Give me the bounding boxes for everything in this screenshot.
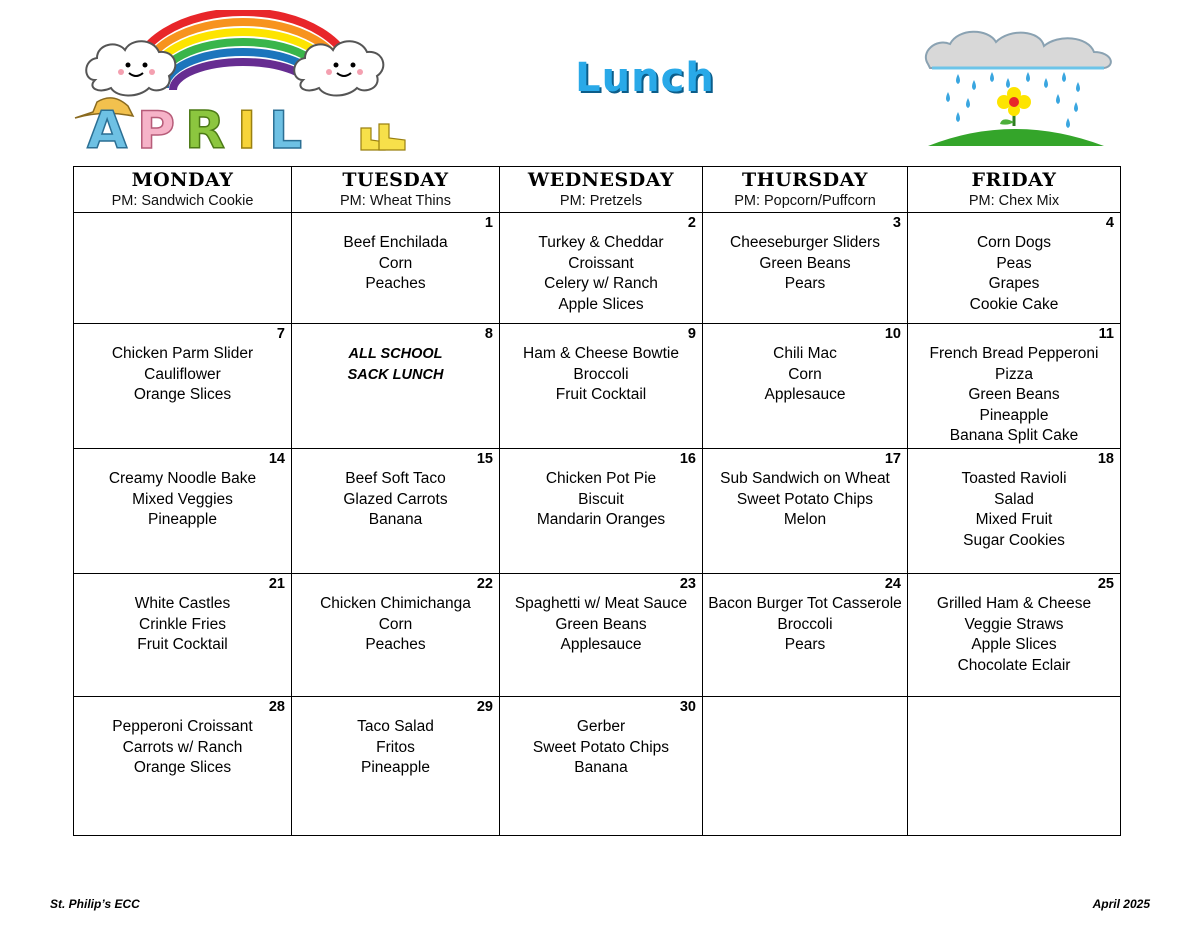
svg-text:A: A — [87, 101, 128, 155]
menu-item: Banana — [574, 759, 628, 777]
menu-item: SACK LUNCH — [347, 366, 444, 383]
menu-item: Green Beans — [968, 386, 1060, 404]
menu-item: Cookie Cake — [969, 295, 1059, 313]
menu-item: Chicken Parm Slider — [111, 345, 254, 362]
calendar-day-cell — [703, 697, 908, 836]
day-number: 3 — [892, 215, 901, 231]
day-header-thursday — [703, 167, 908, 213]
menu-items — [500, 449, 702, 531]
calendar-week-row — [74, 574, 1121, 697]
menu-item: French Bread Pepperoni — [929, 345, 1099, 362]
day-number: 25 — [1097, 576, 1114, 592]
menu-item: Glazed Carrots — [343, 490, 448, 508]
menu-item: Chili Mac — [773, 345, 837, 362]
footer-month-year: April 2025 — [1092, 897, 1150, 911]
menu-item: Crinkle Fries — [139, 615, 226, 633]
menu-item: Beef Enchilada — [343, 234, 448, 251]
menu-items — [74, 213, 291, 233]
day-name: MONDAY — [131, 169, 234, 191]
menu-items — [74, 697, 291, 779]
menu-item: Corn — [378, 615, 413, 633]
pm-snack: PM: Pretzels — [559, 193, 643, 209]
menu-item: Turkey & Cheddar — [538, 234, 664, 251]
day-number: 15 — [476, 451, 493, 467]
calendar-day-cell — [292, 449, 500, 574]
calendar-day-cell — [292, 574, 500, 697]
menu-items — [292, 324, 499, 385]
day-name: TUESDAY — [342, 169, 449, 191]
page-title: Lunch — [575, 55, 715, 101]
calendar-day-cell — [292, 697, 500, 836]
menu-item: Fritos — [376, 738, 415, 756]
calendar-day-cell — [703, 213, 908, 324]
day-number: 23 — [679, 576, 696, 592]
calendar-day-cell — [500, 324, 703, 449]
calendar-week-row — [74, 697, 1121, 836]
day-number: 24 — [884, 576, 901, 592]
april-rainbow-illustration — [73, 10, 408, 155]
day-number: 21 — [268, 576, 285, 592]
smiling-cloud-right-icon — [294, 41, 383, 95]
calendar-day-cell — [908, 449, 1121, 574]
rain-cloud-flower-illustration — [918, 22, 1116, 147]
menu-items — [292, 449, 499, 531]
menu-item: Peaches — [365, 275, 426, 293]
calendar-day-cell — [908, 213, 1121, 324]
menu-item: Chocolate Eclair — [957, 656, 1071, 674]
menu-item: Melon — [783, 511, 827, 529]
day-number: 16 — [679, 451, 696, 467]
menu-items — [500, 574, 702, 656]
calendar-week-row — [74, 213, 1121, 324]
menu-items — [908, 449, 1120, 551]
menu-item: Mixed Veggies — [132, 490, 233, 508]
day-number: 7 — [276, 326, 285, 342]
menu-item: Beef Soft Taco — [345, 470, 446, 487]
calendar-day-cell — [500, 213, 703, 324]
menu-item: Carrots w/ Ranch — [122, 738, 243, 756]
calendar-day-cell — [703, 324, 908, 449]
menu-items — [500, 324, 702, 406]
calendar-day-cell — [74, 697, 292, 836]
menu-item: Orange Slices — [133, 386, 232, 404]
svg-text:L: L — [269, 101, 303, 155]
menu-item: Pears — [784, 275, 826, 293]
menu-item: Banana — [368, 511, 423, 529]
menu-item: Broccoli — [777, 615, 833, 633]
calendar-day-cell — [74, 324, 292, 449]
menu-item: Fruit Cocktail — [137, 636, 228, 654]
menu-item: Corn Dogs — [976, 234, 1052, 251]
menu-item: Toasted Ravioli — [961, 470, 1067, 487]
menu-item: Cauliflower — [144, 365, 221, 383]
menu-item: Sub Sandwich on Wheat — [720, 470, 890, 487]
day-header-wednesday — [500, 167, 703, 213]
menu-item: Banana Split Cake — [949, 427, 1079, 445]
menu-item: Grilled Ham & Cheese — [936, 595, 1092, 612]
menu-item: Sugar Cookies — [963, 531, 1065, 549]
day-number: 8 — [484, 326, 493, 342]
pm-snack: PM: Popcorn/Puffcorn — [734, 193, 876, 209]
calendar-day-cell — [74, 574, 292, 697]
menu-item: Pepperoni Croissant — [112, 718, 253, 735]
menu-item: Green Beans — [555, 615, 647, 633]
pm-snack: PM: Chex Mix — [968, 193, 1060, 209]
day-number: 14 — [268, 451, 285, 467]
calendar-day-cell — [908, 574, 1121, 697]
calendar-day-cell — [74, 213, 292, 324]
menu-items — [74, 449, 291, 531]
menu-item: Applesauce — [560, 636, 642, 654]
menu-items — [703, 213, 907, 295]
menu-item: Croissant — [568, 254, 634, 272]
lunch-calendar — [73, 166, 1121, 836]
menu-item: Mandarin Oranges — [536, 511, 666, 529]
day-number: 18 — [1097, 451, 1114, 467]
day-number: 22 — [476, 576, 493, 592]
menu-item: Broccoli — [573, 365, 629, 383]
menu-item: Celery w/ Ranch — [544, 275, 658, 293]
menu-item: Peaches — [365, 636, 426, 654]
day-header-tuesday — [292, 167, 500, 213]
menu-items — [908, 697, 1120, 717]
day-number: 29 — [476, 699, 493, 715]
calendar-day-cell — [74, 449, 292, 574]
calendar-day-cell — [292, 213, 500, 324]
menu-item: ALL SCHOOL — [348, 346, 443, 362]
menu-item: Fruit Cocktail — [555, 386, 647, 404]
menu-item: Biscuit — [578, 490, 624, 508]
calendar-day-cell — [908, 324, 1121, 449]
menu-item: Orange Slices — [133, 759, 232, 777]
day-number: 1 — [484, 215, 493, 231]
menu-items — [74, 574, 291, 656]
day-name: WEDNESDAY — [527, 169, 675, 191]
day-header-friday — [908, 167, 1121, 213]
day-number: 28 — [268, 699, 285, 715]
menu-item: Pineapple — [361, 759, 430, 777]
day-header-monday — [74, 167, 292, 213]
menu-item: White Castles — [134, 595, 231, 612]
menu-item: Corn — [378, 254, 413, 272]
menu-items — [908, 213, 1120, 315]
menu-items — [292, 697, 499, 779]
menu-item: Bacon Burger Tot Casserole — [708, 595, 902, 612]
menu-item: Applesauce — [764, 386, 846, 404]
menu-items — [74, 324, 291, 406]
day-number: 30 — [679, 699, 696, 715]
svg-text:P: P — [137, 101, 176, 155]
day-name: FRIDAY — [971, 169, 1057, 191]
menu-item: Sweet Potato Chips — [532, 738, 670, 756]
calendar-day-cell — [908, 697, 1121, 836]
calendar-day-cell — [703, 449, 908, 574]
footer-school-name: St. Philip’s ECC — [50, 897, 140, 911]
menu-item: Mixed Fruit — [975, 511, 1053, 529]
pm-snack: PM: Sandwich Cookie — [111, 193, 254, 209]
menu-item: Peas — [996, 254, 1032, 272]
calendar-day-cell — [500, 574, 703, 697]
day-number: 11 — [1098, 326, 1114, 342]
menu-item: Pears — [784, 636, 826, 654]
menu-item: Pineapple — [979, 406, 1049, 424]
menu-item: Chicken Chimichanga — [320, 595, 471, 612]
day-number: 10 — [884, 326, 901, 342]
menu-item: Creamy Noodle Bake — [108, 470, 257, 487]
menu-items — [703, 449, 907, 531]
menu-item: Apple Slices — [558, 295, 644, 313]
calendar-day-cell — [500, 697, 703, 836]
svg-text:R: R — [185, 101, 226, 155]
menu-item: Salad — [994, 490, 1034, 508]
menu-item: Cheeseburger Sliders — [730, 234, 880, 251]
menu-item: Gerber — [576, 718, 626, 735]
menu-item: Ham & Cheese Bowtie — [523, 345, 679, 362]
menu-item: Sweet Potato Chips — [736, 490, 874, 508]
menu-item: Pizza — [995, 365, 1033, 383]
menu-items — [908, 324, 1120, 447]
calendar-day-cell — [703, 574, 908, 697]
calendar-day-cell — [292, 324, 500, 449]
menu-item: Chicken Pot Pie — [545, 470, 657, 487]
menu-items — [500, 697, 702, 779]
flower-icon — [997, 87, 1031, 116]
day-number: 9 — [687, 326, 696, 342]
menu-items — [292, 574, 499, 656]
day-name: THURSDAY — [741, 169, 868, 191]
menu-item: Taco Salad — [357, 718, 434, 735]
menu-items — [292, 213, 499, 295]
pm-snack: PM: Wheat Thins — [340, 193, 451, 209]
menu-item: Spaghetti w/ Meat Sauce — [514, 595, 688, 612]
menu-items — [703, 697, 907, 717]
day-number: 2 — [687, 215, 696, 231]
calendar-week-row — [74, 324, 1121, 449]
menu-item: Corn — [788, 365, 822, 383]
menu-items — [703, 574, 907, 656]
svg-text:I: I — [237, 101, 257, 155]
calendar-week-row — [74, 449, 1121, 574]
menu-item: Apple Slices — [971, 636, 1057, 654]
day-number: 17 — [884, 451, 901, 467]
menu-item: Grapes — [988, 275, 1040, 293]
menu-item: Green Beans — [759, 254, 851, 272]
menu-items — [500, 213, 702, 315]
menu-item: Pineapple — [148, 511, 217, 529]
calendar-day-cell — [500, 449, 703, 574]
menu-items — [908, 574, 1120, 676]
day-number: 4 — [1105, 215, 1114, 231]
menu-item: Veggie Straws — [964, 615, 1064, 633]
menu-items — [703, 324, 907, 406]
